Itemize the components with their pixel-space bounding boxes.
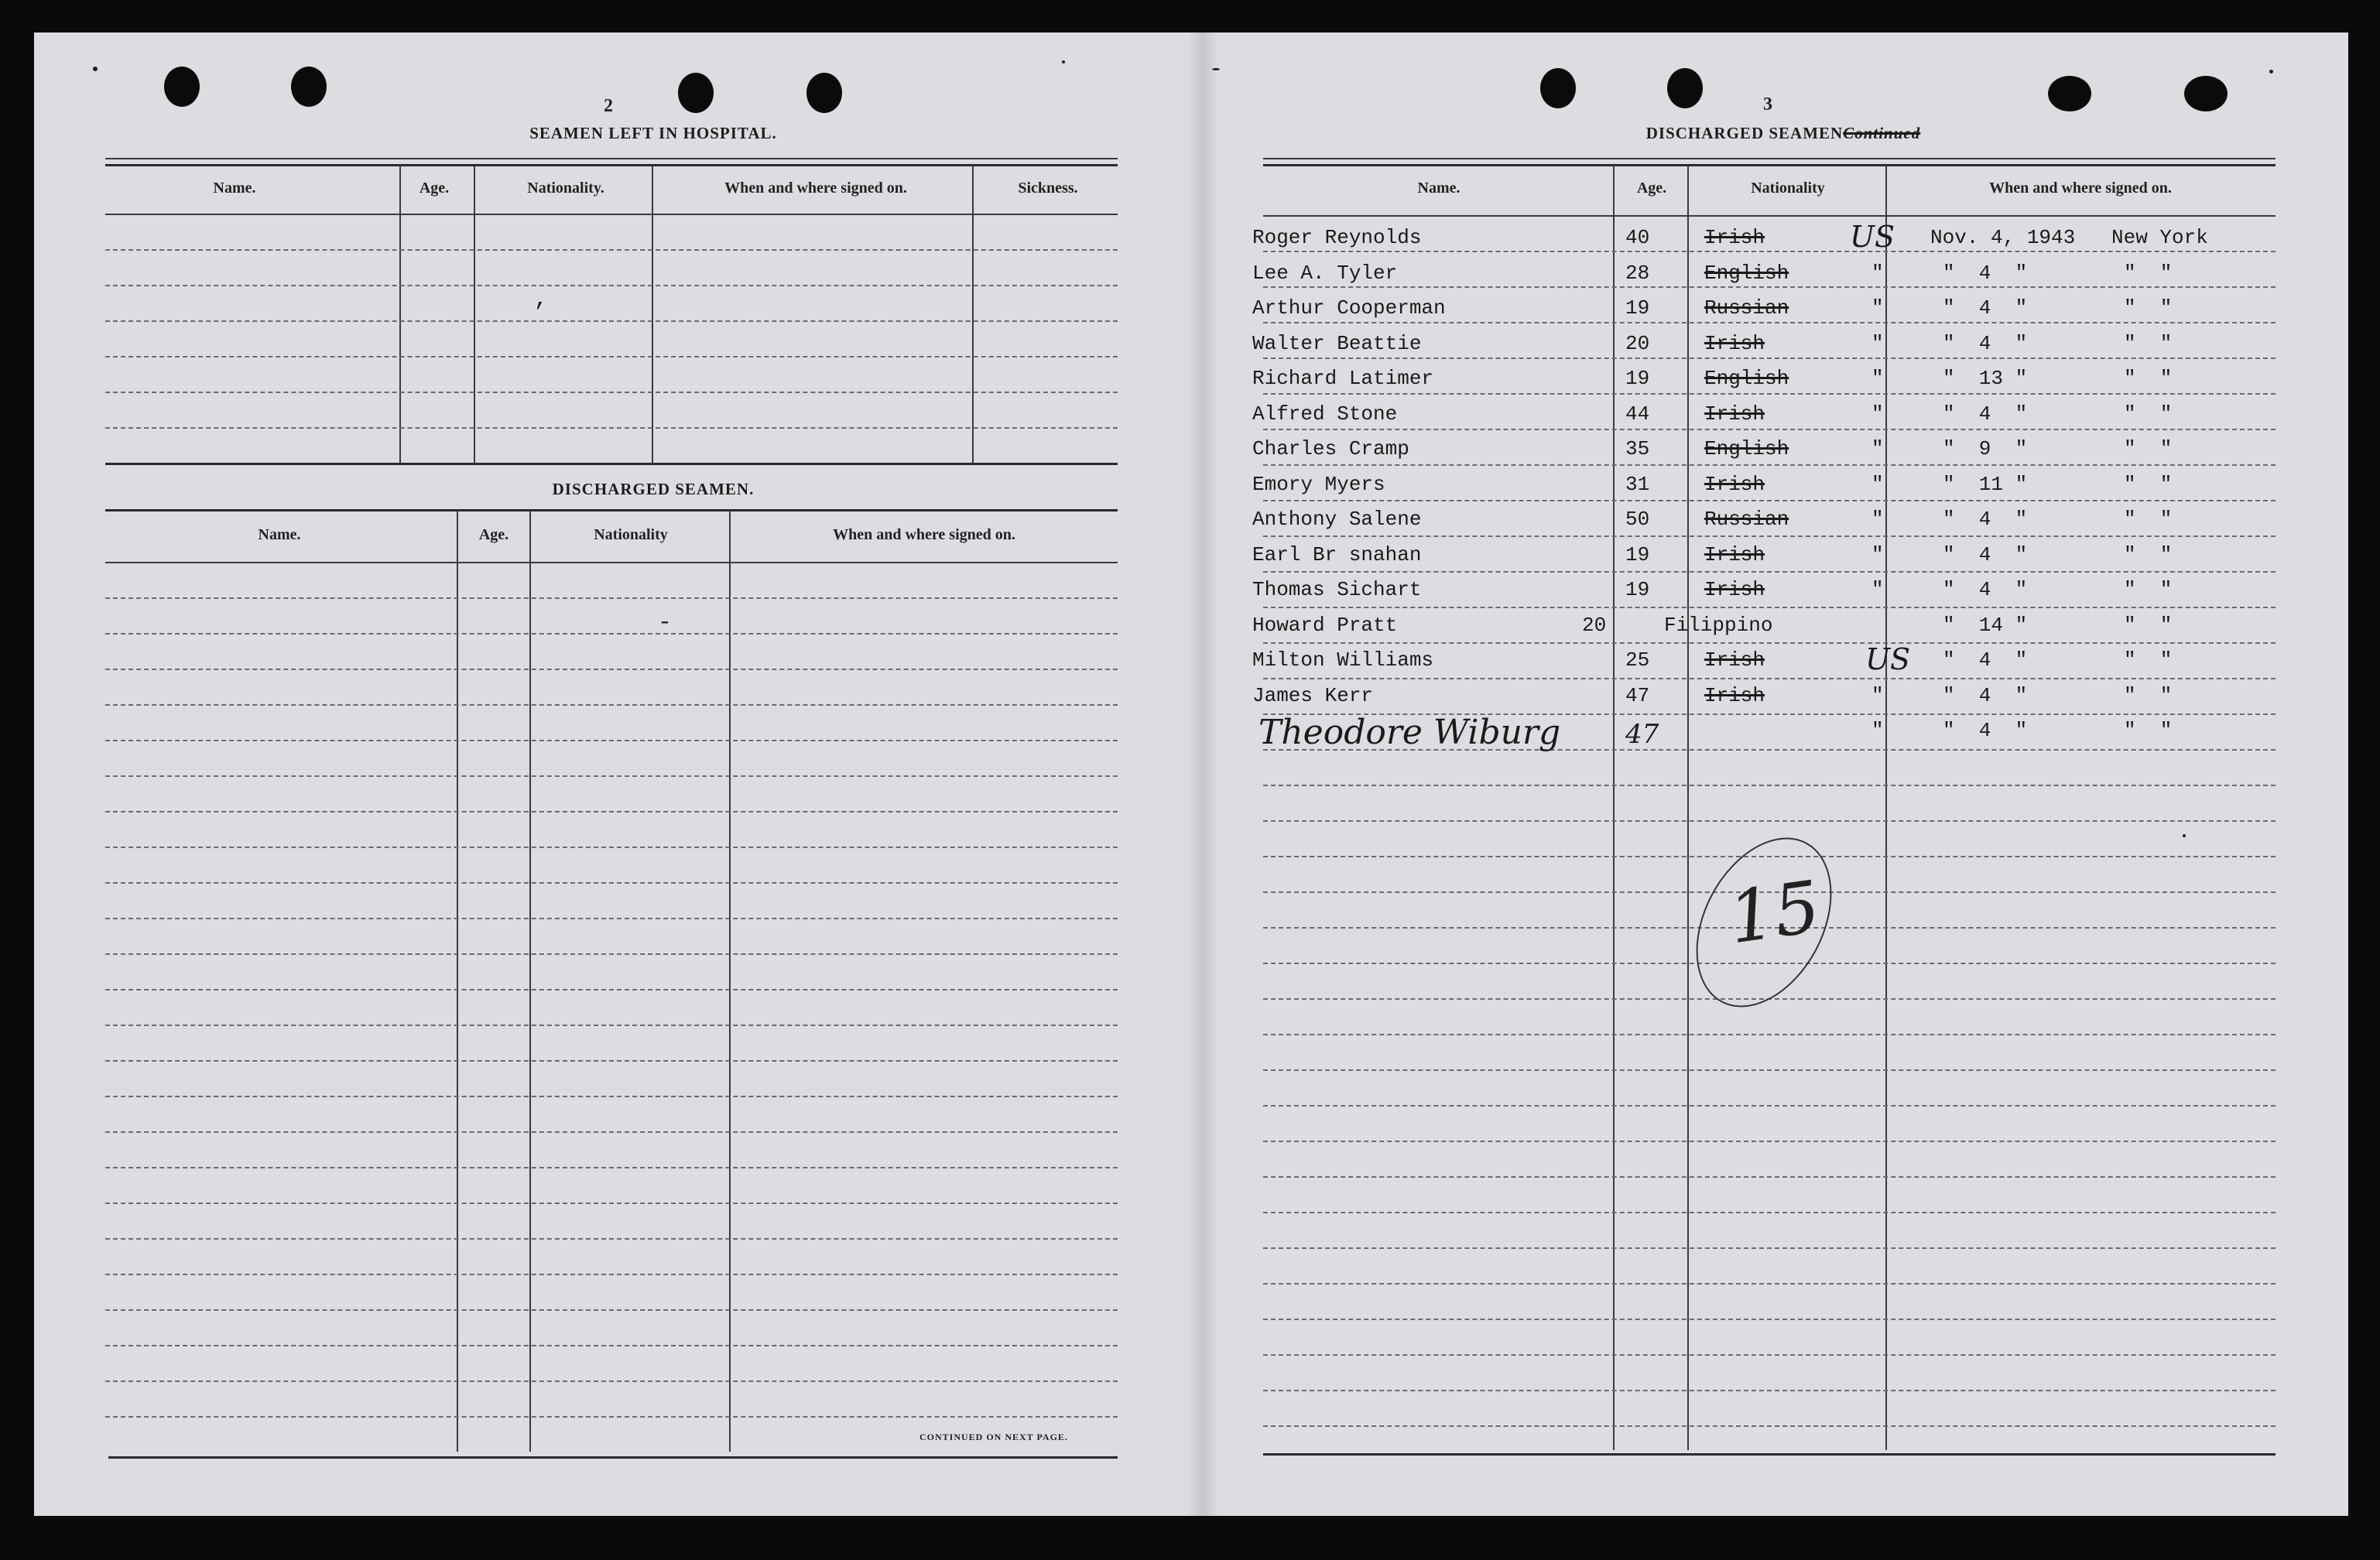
col-divider [474,166,475,464]
ruled-line [105,882,1118,884]
rule [108,1456,1118,1459]
ruled-line [1263,1105,2276,1107]
signed-on-date: " 4 " [1943,296,2028,320]
seaman-name: Alfred Stone [1252,402,1398,426]
ruled-line [105,1380,1118,1382]
ruled-line [105,427,1118,429]
signed-on-date: " 11 " [1943,473,2028,496]
nationality-ditto: " [1871,684,1884,707]
rule [1263,164,2276,166]
punch-hole [678,73,714,113]
col-header-nationality: Nationality [1751,180,1825,197]
signed-on-place: " " [2124,402,2173,426]
signed-on-place: " " [2124,648,2173,672]
page-number-right: 3 [1763,94,1772,115]
ruled-line [105,918,1118,919]
ruled-line [105,1238,1118,1240]
seaman-name: Anthony Salene [1252,508,1422,531]
seaman-name: Richard Latimer [1252,367,1434,390]
speck [93,67,98,71]
nationality-struck: Russian [1704,508,1789,531]
seaman-name: Charles Cramp [1252,437,1409,460]
speck [1212,68,1220,70]
ruled-line [1263,500,2276,501]
ruled-line [105,989,1118,990]
nationality-ditto: " [1871,543,1884,566]
nationality-struck: Russian [1704,296,1789,320]
ruled-line [1263,678,2276,679]
nationality-corrected: US [1850,220,1895,254]
seaman-age: 40 [1625,226,1650,249]
seaman-name: Roger Reynolds [1252,226,1422,249]
signed-on-place: " " [2124,437,2173,460]
seaman-age: 47 [1625,719,1659,750]
ruled-line [1263,1141,2276,1142]
ruled-line [105,1167,1118,1168]
col-header-name: Name. [258,526,301,543]
signed-on-place: " " [2124,614,2173,637]
ruled-line [1263,322,2276,323]
punch-hole [164,67,200,107]
col-header-nationality: Nationality [594,526,668,543]
stray-mark: , [534,286,549,313]
ruled-line [105,953,1118,955]
nationality-ditto: " [1871,367,1884,390]
signed-on-date: " 4 " [1943,508,2028,531]
punch-hole [2184,76,2228,111]
signed-on-place: " " [2124,508,2173,531]
ruled-line [1263,1212,2276,1213]
ruled-line [105,811,1118,812]
ruled-line [1263,1354,2276,1356]
nationality-struck: Irish [1704,473,1765,496]
record-sheet [34,32,2348,1516]
signed-on-date: " 4 " [1943,262,2028,285]
signed-on-date: " 4 " [1943,648,2028,672]
ruled-line [1263,642,2276,644]
ruled-line [105,1345,1118,1346]
nationality-struck: English [1704,437,1789,460]
nationality-ditto: " [1871,473,1884,496]
signed-on-place: " " [2124,719,2173,742]
rule [105,562,1118,563]
punch-hole [1540,68,1576,108]
nationality-ditto: " [1871,296,1884,320]
signed-on-place: " " [2124,543,2173,566]
signed-on-date: " 14 " [1943,614,2028,637]
nationality-struck: English [1704,262,1789,285]
nationality-ditto: " [1871,402,1884,426]
rule [1263,215,2276,217]
ruled-line [1263,571,2276,573]
seaman-name: Walter Beattie [1252,332,1422,355]
speck [2183,834,2186,837]
punch-hole [2048,76,2091,111]
ruled-line [1263,535,2276,537]
nationality-struck: Irish [1704,402,1765,426]
ruled-line [105,1131,1118,1133]
nationality-struck: Irish [1704,226,1765,249]
signed-on-place: " " [2124,296,2173,320]
ruled-line [1263,1176,2276,1178]
col-divider [652,166,653,464]
nationality-ditto: " [1871,508,1884,531]
ruled-line [1263,286,2276,288]
signed-on-date: " 4 " [1943,684,2028,707]
nationality-ditto: " [1871,332,1884,355]
ruled-line [1263,1425,2276,1427]
rule [105,164,1118,166]
signed-on-date: " 4 " [1943,332,2028,355]
ruled-line [105,847,1118,848]
ruled-line [105,1274,1118,1275]
seaman-age: 35 [1625,437,1650,460]
signed-on-place: " " [2124,332,2173,355]
hospital-title: SEAMEN LEFT IN HOSPITAL. [529,124,777,142]
ruled-line [1263,607,2276,608]
col-header-when-where: When and where signed on. [833,526,1015,543]
nationality-struck: Irish [1704,543,1765,566]
col-header-sickness: Sickness. [1018,180,1078,197]
signed-on-date: " 9 " [1943,437,2028,460]
signed-on-place: New York [2111,226,2208,249]
signed-on-date: " 4 " [1943,719,2028,742]
col-header-nationality: Nationality. [527,180,604,197]
rule [1263,1453,2276,1456]
seaman-age: 50 [1625,508,1650,531]
signed-on-place: " " [2124,473,2173,496]
seaman-name: Milton Williams [1252,648,1434,672]
ruled-line [1263,1034,2276,1035]
rule [105,463,1118,465]
continued-footer: CONTINUED ON NEXT PAGE. [919,1432,1068,1442]
signed-on-place: " " [2124,578,2173,601]
ruled-line [1263,820,2276,822]
page-number-left: 2 [604,96,613,116]
col-divider [972,166,974,464]
seaman-name: Howard Pratt [1252,614,1398,637]
signed-on-date: " 4 " [1943,402,2028,426]
rule [105,158,1118,159]
ruled-line [1263,1319,2276,1320]
ruled-line [105,285,1118,286]
ruled-line [1263,785,2276,786]
nationality-struck: Irish [1704,578,1765,601]
signed-on-date: " 4 " [1943,578,2028,601]
col-header-name: Name. [1417,180,1461,197]
circled-count: 15 [1724,865,1825,960]
seaman-name: Earl Br snahan [1252,543,1422,566]
col-header-age: Age. [1636,180,1667,197]
ruled-line [105,1060,1118,1062]
nationality-struck: Irish [1704,332,1765,355]
nationality-ditto: " [1871,262,1884,285]
seaman-name: Lee A. Tyler [1252,262,1398,285]
punch-hole [1667,68,1703,108]
nationality-struck: Irish [1704,684,1765,707]
ruled-line [105,356,1118,358]
ruled-line [105,740,1118,741]
nationality-ditto: " [1871,719,1884,742]
seaman-age: 28 [1625,262,1650,285]
ruled-line [105,704,1118,706]
seaman-name: Theodore Wiburg [1258,713,1561,752]
ruled-line [105,1309,1118,1311]
rule [105,509,1118,511]
ruled-line [1263,393,2276,395]
signed-on-date: " 4 " [1943,543,2028,566]
ruled-line [105,1096,1118,1097]
seaman-age: 19 [1625,543,1650,566]
seaman-age: 44 [1625,402,1650,426]
page-spine [1187,32,1218,1516]
nationality: Filippino [1664,614,1773,637]
ruled-line [105,1416,1118,1418]
rule [105,214,1118,215]
signed-on-date: Nov. 4, 1943 [1930,226,2076,249]
signed-on-place: " " [2124,684,2173,707]
seaman-name: Thomas Sichart [1252,578,1422,601]
ruled-line [105,1025,1118,1026]
stray-mark: - [658,610,673,636]
title-struck-text: Continued [1843,124,1921,142]
seaman-age: 31 [1625,473,1650,496]
seaman-name: Arthur Cooperman [1252,296,1446,320]
punch-hole [806,73,842,113]
ruled-line [1263,1390,2276,1391]
seaman-age: 20 [1582,614,1607,637]
title-text: DISCHARGED SEAMEN [1645,124,1844,142]
ruled-line [1263,429,2276,430]
seaman-age: 25 [1625,648,1650,672]
nationality-struck: English [1704,367,1789,390]
ruled-line [1263,1283,2276,1285]
nationality-ditto: " [1871,578,1884,601]
ruled-line [1263,1069,2276,1071]
nationality-struck: Irish [1704,648,1765,672]
seaman-age: 19 [1625,296,1650,320]
signed-on-place: " " [2124,367,2173,390]
seaman-age: 19 [1625,367,1650,390]
ruled-line [105,1202,1118,1204]
speck [2269,70,2273,74]
col-header-when-where: When and where signed on. [1989,180,2172,197]
ruled-line [105,249,1118,251]
ruled-line [1263,464,2276,466]
ruled-line [105,633,1118,635]
col-divider [399,166,401,464]
seaman-name: Emory Myers [1252,473,1385,496]
ruled-line [1263,1247,2276,1249]
seaman-age: 20 [1625,332,1650,355]
col-header-when-where: When and where signed on. [724,180,907,197]
col-header-name: Name. [213,180,256,197]
discharged-title-left: DISCHARGED SEAMEN. [552,480,755,498]
speck [1062,60,1065,63]
nationality-corrected: US [1865,642,1911,676]
ruled-line [105,597,1118,599]
seaman-age: 19 [1625,578,1650,601]
seaman-name: James Kerr [1252,684,1374,707]
ruled-line [1263,251,2276,252]
rule [1263,158,2276,159]
seaman-age: 47 [1625,684,1650,707]
col-header-age: Age. [478,526,509,543]
ruled-line [1263,358,2276,359]
signed-on-date: " 13 " [1943,367,2028,390]
ruled-line [105,669,1118,670]
ruled-line [105,320,1118,322]
ruled-line [105,392,1118,393]
col-header-age: Age. [419,180,450,197]
punch-hole [291,67,327,107]
discharged-title-right [1505,124,2062,143]
signed-on-place: " " [2124,262,2173,285]
nationality-ditto: " [1871,437,1884,460]
ruled-line [105,775,1118,777]
